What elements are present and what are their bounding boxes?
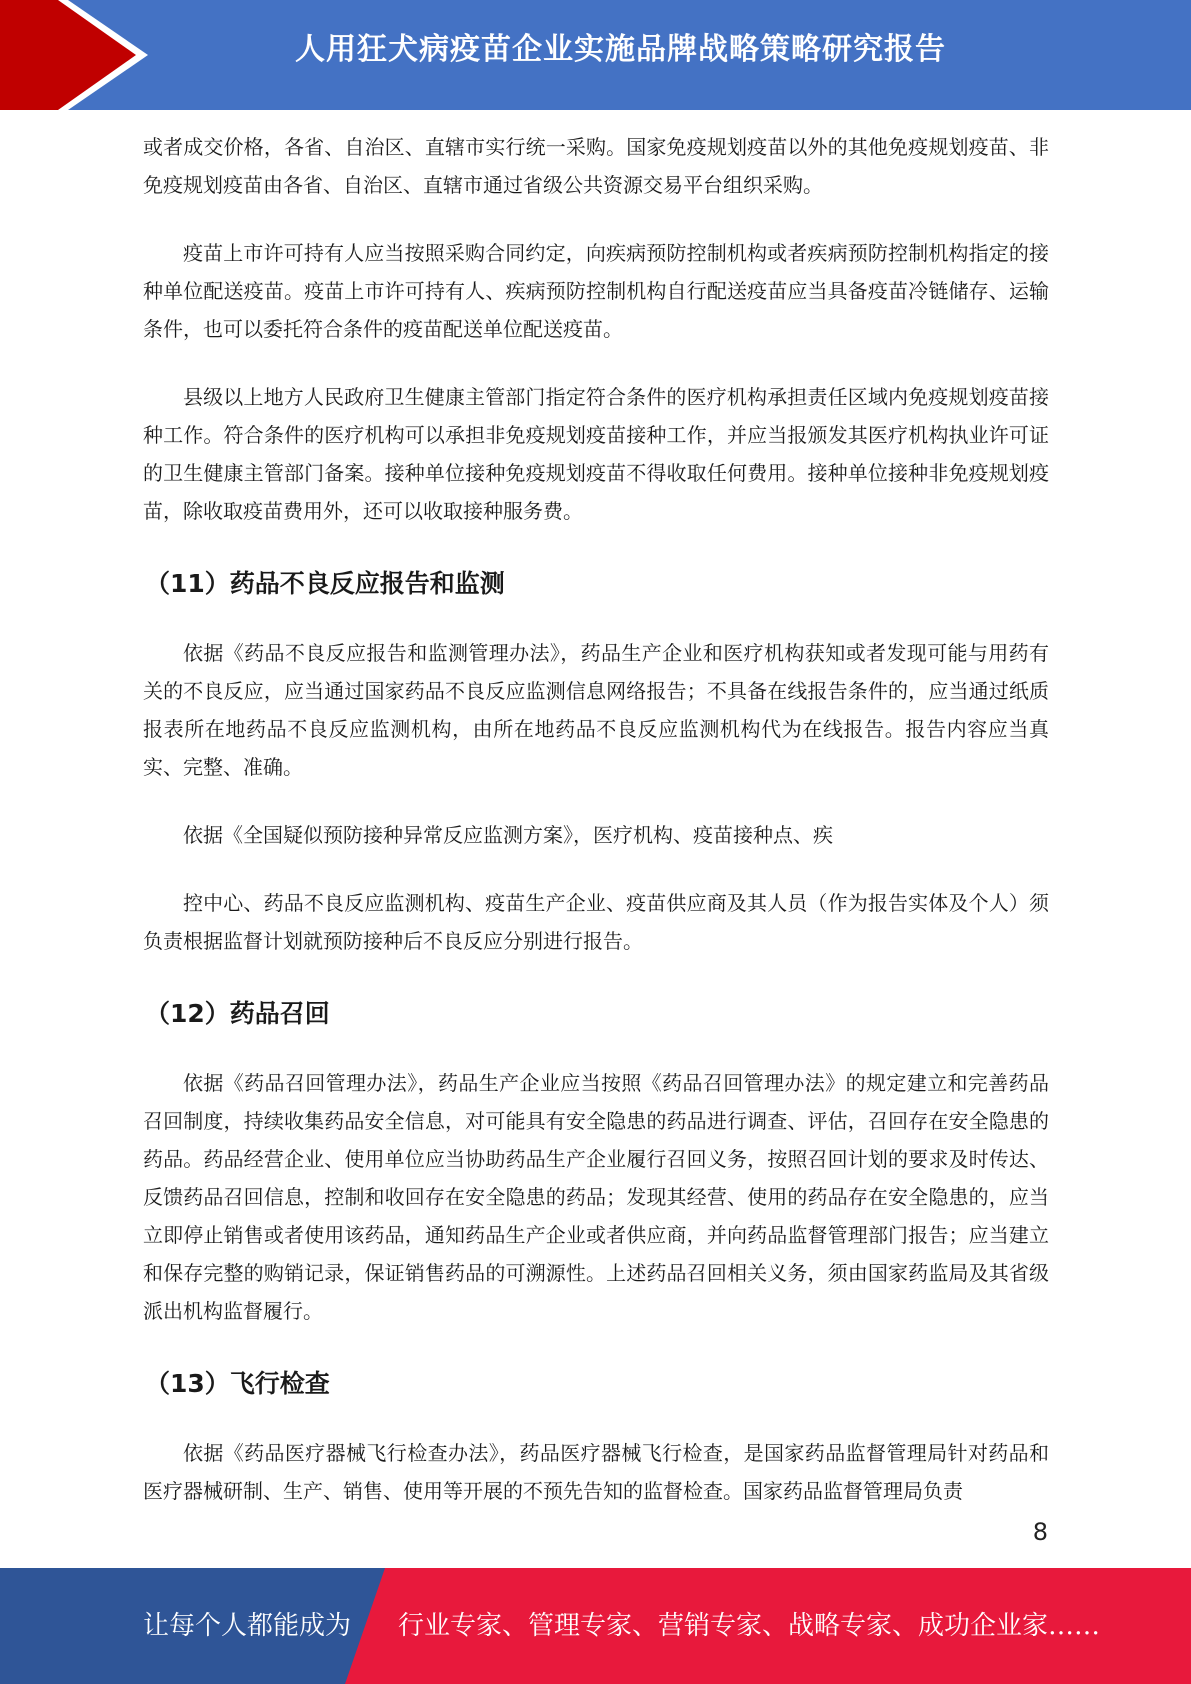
paragraph: 依据《药品召回管理办法》，药品生产企业应当按照《药品召回管理办法》的规定建立和完善药品召回制度，持续收集药品安全信息，对可能具有安全隐患的药品进行调查、评估，召回存在安全隐患的药品。药品经营企业、使用单位应当协助药品生产企业履行召回义务，按照召回计划的要求及时传达、反馈药品召回信息，控制和收回存在安全隐患的药品；发现其经营、使用的药品存在安全隐患的，应当立即停止销售或者使用该药品，通知药品生产企业或者供应商，并向药品监督管理部门报告；应当建立和保存完整的购销记录，保证销售药品的可溯源性。上述药品召回相关义务，须由国家药监局及其省级派出机构监督履行。 xyxy=(143,1071,1049,1323)
page-footer xyxy=(0,1568,1191,1684)
paragraph: 疫苗上市许可持有人应当按照采购合同约定，向疾病预防控制机构或者疾病预防控制机构指定的接种单位配送疫苗。疫苗上市许可持有人、疾病预防控制机构自行配送疫苗应当具备疫苗冷链储存、运输条件，也可以委托符合条件的疫苗配送单位配送疫苗。 xyxy=(143,241,1049,341)
section-heading-11: （11）药品不良反应报告和监测 xyxy=(145,569,505,598)
paragraph: 或者成交价格，各省、自治区、直辖市实行统一采购。国家免疫规划疫苗以外的其他免疫规划疫苗、非免疫规划疫苗由各省、自治区、直辖市通过省级公共资源交易平台组织采购。 xyxy=(143,135,1049,197)
section-heading-13: （13）飞行检查 xyxy=(145,1369,330,1398)
report-title: 人用狂犬病疫苗企业实施品牌战略策略研究报告 xyxy=(295,32,946,67)
footer-slogan-left: 让每个人都能成为 xyxy=(143,1611,352,1641)
footer-slogan-right: 行业专家、管理专家、营销专家、战略专家、成功企业家…… xyxy=(398,1611,1101,1641)
paragraph: 依据《全国疑似预防接种异常反应监测方案》，医疗机构、疫苗接种点、疾 xyxy=(183,823,833,847)
page-number: 8 xyxy=(1032,1518,1048,1546)
page-header xyxy=(0,0,1191,110)
page-content xyxy=(143,128,1049,1510)
section-heading-12: （12）药品召回 xyxy=(145,999,330,1028)
paragraph: 依据《药品不良反应报告和监测管理办法》，药品生产企业和医疗机构获知或者发现可能与用药有关的不良反应，应当通过国家药品不良反应监测信息网络报告；不具备在线报告条件的，应当通过纸质报表所在地药品不良反应监测机构，由所在地药品不良反应监测机构代为在线报告。报告内容应当真实、完整、准确。 xyxy=(143,641,1049,779)
paragraph: 依据《药品医疗器械飞行检查办法》，药品医疗器械飞行检查，是国家药品监督管理局针对药品和医疗器械研制、生产、销售、使用等开展的不预先告知的监督检查。国家药品监督管理局负责 xyxy=(143,1441,1049,1503)
paragraph: 县级以上地方人民政府卫生健康主管部门指定符合条件的医疗机构承担责任区域内免疫规划疫苗接种工作。符合条件的医疗机构可以承担非免疫规划疫苗接种工作，并应当报颁发其医疗机构执业许可证的卫生健康主管部门备案。接种单位接种免疫规划疫苗不得收取任何费用。接种单位接种非免疫规划疫苗，除收取疫苗费用外，还可以收取接种服务费。 xyxy=(143,385,1049,523)
paragraph: 控中心、药品不良反应监测机构、疫苗生产企业、疫苗供应商及其人员（作为报告实体及个人）须负责根据监督计划就预防接种后不良反应分别进行报告。 xyxy=(143,891,1049,953)
